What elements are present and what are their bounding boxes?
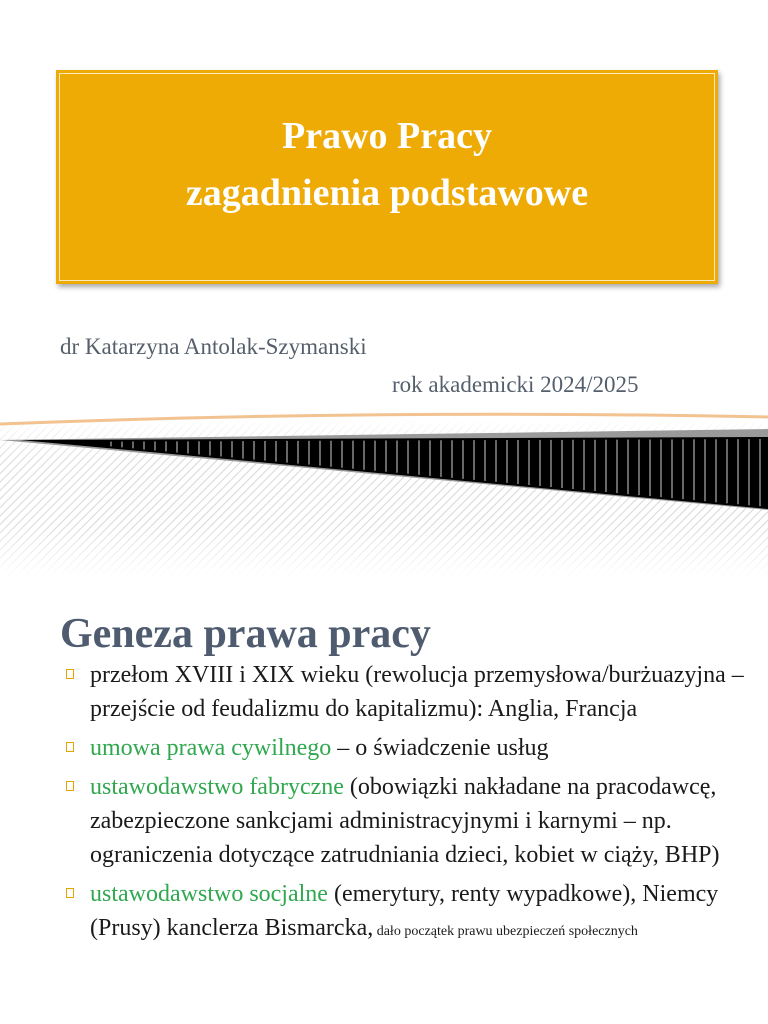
list-item: [64, 731, 744, 765]
list-item: [64, 877, 744, 949]
author-name: dr Katarzyna Antolak-Szymanski: [60, 334, 367, 359]
slide-subtitle: zagadnienia podstawowe: [185, 172, 589, 214]
academic-year: rok akademicki 2024/2025: [392, 372, 639, 397]
bullet-icon: [66, 669, 74, 679]
bullet-icon: [66, 742, 74, 752]
list-item: [64, 658, 744, 726]
title-box: [56, 70, 718, 284]
bullet-text: przełom XVIII i XIX wieku (rewolucja przemysłowa/burżuazyjna – przejście od feudalizmu do kapitalizmu): Anglia, Francja: [90, 662, 744, 722]
section-heading: Geneza prawa pracy: [60, 611, 431, 657]
bullet-text: (obowiązki nakładane na pracodawcę, zabezpieczone sankcjami administracyjnymi i karnymi – np. ograniczenia dotyczące zatrudniania dzieci, kobiet w ciąży, BHP): [90, 774, 720, 868]
bullet-text: – o świadczenie usług: [331, 735, 549, 761]
content-slide: [0, 576, 768, 1024]
bullet-highlight: ustawodawstwo socjalne: [90, 881, 328, 907]
decorative-band: [0, 405, 768, 576]
bullet-icon: [66, 781, 74, 791]
bullet-highlight: umowa prawa cywilnego: [90, 735, 332, 761]
bullet-text: (emerytury, renty wypadkowe), Niemcy (Prusy) kanclerza Bismarcka,: [90, 881, 719, 941]
bullet-list: [64, 658, 744, 954]
bullet-highlight: ustawodawstwo fabryczne: [90, 774, 344, 800]
slide-title: Prawo Pracy: [282, 115, 492, 157]
list-item: [64, 770, 744, 872]
bullet-icon: [66, 888, 74, 898]
bullet-footnote: dało początek prawu ubezpieczeń społecznych: [373, 924, 638, 939]
